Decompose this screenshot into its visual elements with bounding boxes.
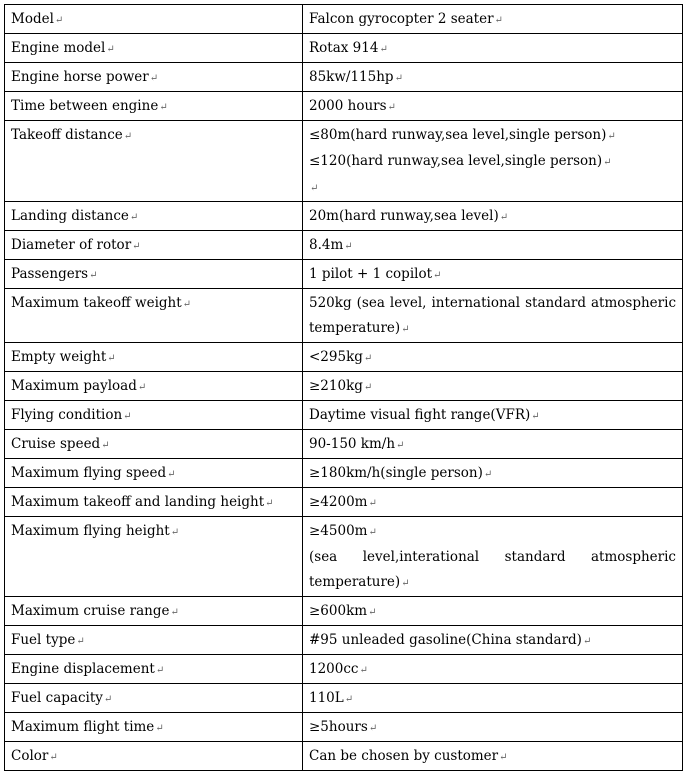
- spec-value: 8.4m: [309, 237, 344, 253]
- spec-label: Fuel type: [11, 632, 76, 648]
- spec-label: Fuel capacity: [11, 690, 103, 706]
- spec-value-cell: [303, 626, 683, 655]
- table-row: [5, 517, 683, 597]
- spec-value-cell: [303, 713, 683, 742]
- paragraph-mark-icon: ↵: [123, 411, 132, 422]
- paragraph-mark-icon: ↵: [49, 752, 58, 763]
- spec-value-cell: [303, 260, 683, 289]
- spec-label: Cruise speed: [11, 436, 101, 452]
- spec-label: Maximum takeoff weight: [11, 295, 182, 311]
- table-row: [5, 597, 683, 626]
- paragraph-mark-icon: ↵: [137, 382, 147, 393]
- table-row: [5, 202, 683, 231]
- spec-label-cell: [5, 742, 303, 771]
- table-row: [5, 488, 683, 517]
- spec-value: ≥5hours: [309, 719, 368, 735]
- spec-label-cell: [5, 597, 303, 626]
- spec-label-cell: [5, 459, 303, 488]
- spec-label-cell: [5, 121, 303, 202]
- spec-value-line: [309, 123, 676, 149]
- paragraph-mark-icon: ↵: [170, 607, 179, 618]
- paragraph-mark-icon: ↵: [433, 270, 442, 281]
- spec-value: 110L: [309, 690, 344, 706]
- spec-value: 85kw/115hp: [309, 69, 394, 85]
- spec-value-line: [309, 403, 676, 429]
- table-row: [5, 289, 683, 343]
- paragraph-mark-icon: ↵: [531, 411, 540, 422]
- spec-value-line: [309, 149, 676, 175]
- spec-value: 1200cc: [309, 661, 359, 677]
- paragraph-mark-icon: ↵: [155, 665, 165, 676]
- table-row: [5, 626, 683, 655]
- spec-table-body: [5, 5, 683, 771]
- spec-value-line: [309, 519, 676, 545]
- spec-value-cell: [303, 92, 683, 121]
- paragraph-mark-icon: ↵: [76, 636, 85, 647]
- spec-value-cell: [303, 34, 683, 63]
- spec-label-cell: [5, 430, 303, 459]
- spec-value-line: [309, 345, 676, 371]
- paragraph-mark-icon: ↵: [483, 469, 493, 480]
- spec-value: 2000 hours: [309, 98, 387, 114]
- spec-value: Rotax 914: [309, 40, 379, 56]
- paragraph-mark-icon: ↵: [494, 15, 503, 26]
- spec-value-cell: [303, 401, 683, 430]
- paragraph-mark-icon: ↵: [107, 353, 116, 364]
- spec-value: 20m(hard runway,sea level): [309, 208, 499, 224]
- paragraph-mark-icon: ↵: [170, 527, 180, 538]
- spec-value-cell: [303, 121, 683, 202]
- spec-label: Takeoff distance: [11, 127, 123, 143]
- spec-value-line: [309, 374, 676, 400]
- spec-label-cell: [5, 626, 303, 655]
- table-row: [5, 231, 683, 260]
- spec-value: ≥210kg: [309, 378, 363, 394]
- paragraph-mark-icon: ↵: [401, 578, 410, 589]
- spec-value-line: [309, 545, 676, 596]
- spec-value: ≥4200m: [309, 494, 368, 510]
- spec-value: Daytime visual fight range(VFR): [309, 407, 531, 423]
- spec-value: ≥180km/h(single person): [309, 465, 483, 481]
- table-row: [5, 713, 683, 742]
- spec-value: ≤120(hard runway,sea level,single person): [309, 153, 603, 169]
- paragraph-mark-icon: ↵: [310, 183, 319, 194]
- table-row: [5, 459, 683, 488]
- spec-value-line: [309, 36, 676, 62]
- spec-value: <295kg: [309, 349, 363, 365]
- spec-label-cell: [5, 231, 303, 260]
- spec-value: 90-150 km/h: [309, 436, 396, 452]
- paragraph-mark-icon: ↵: [265, 498, 274, 509]
- table-row: [5, 121, 683, 202]
- spec-label-cell: [5, 63, 303, 92]
- paragraph-mark-icon: ↵: [603, 157, 612, 168]
- paragraph-mark-icon: ↵: [129, 212, 139, 223]
- spec-value-line: [309, 461, 676, 487]
- spec-value: ≤80m(hard runway,sea level,single person): [309, 127, 607, 143]
- paragraph-mark-icon: ↵: [499, 212, 509, 223]
- spec-value-cell: [303, 63, 683, 92]
- spec-value-cell: [303, 289, 683, 343]
- paragraph-mark-icon: ↵: [344, 241, 353, 252]
- table-row: [5, 742, 683, 771]
- spec-label: Engine displacement: [11, 661, 155, 677]
- spec-value-cell: [303, 517, 683, 597]
- spec-value-cell: [303, 459, 683, 488]
- table-row: [5, 343, 683, 372]
- table-row: [5, 92, 683, 121]
- spec-label: Empty weight: [11, 349, 107, 365]
- table-row: [5, 34, 683, 63]
- spec-label: Color: [11, 748, 49, 764]
- paragraph-mark-icon: ↵: [363, 353, 373, 364]
- spec-label: Flying condition: [11, 407, 123, 423]
- paragraph-mark-icon: ↵: [149, 73, 159, 84]
- paragraph-mark-icon: ↵: [387, 102, 396, 113]
- spec-label-cell: [5, 202, 303, 231]
- paragraph-mark-icon: ↵: [159, 102, 168, 113]
- paragraph-mark-icon: ↵: [396, 440, 405, 451]
- spec-label-cell: [5, 343, 303, 372]
- paragraph-mark-icon: ↵: [89, 270, 98, 281]
- paragraph-mark-icon: ↵: [363, 382, 373, 393]
- spec-value-line: [309, 628, 676, 654]
- spec-label-cell: [5, 655, 303, 684]
- paragraph-mark-icon: ↵: [359, 665, 368, 676]
- paragraph-mark-icon: ↵: [132, 241, 141, 252]
- spec-value-line: [309, 175, 676, 201]
- spec-value-line: [309, 657, 676, 683]
- paragraph-mark-icon: ↵: [368, 607, 377, 618]
- spec-value: 520kg (sea level, international standard atmospheric temperature): [309, 295, 676, 336]
- spec-value: (sea level,interational standard atmospheric temperature): [309, 549, 676, 590]
- spec-value-line: [309, 204, 676, 230]
- spec-value-cell: [303, 372, 683, 401]
- spec-label: Engine model: [11, 40, 106, 56]
- table-row: [5, 260, 683, 289]
- table-row: [5, 372, 683, 401]
- spec-value-line: [309, 291, 676, 342]
- spec-label: Engine horse power: [11, 69, 149, 85]
- spec-value-line: [309, 7, 676, 33]
- spec-value-line: [309, 262, 676, 288]
- paragraph-mark-icon: ↵: [499, 752, 508, 763]
- spec-label: Maximum cruise range: [11, 603, 170, 619]
- spec-label: Landing distance: [11, 208, 129, 224]
- spec-label: Maximum flying speed: [11, 465, 167, 481]
- spec-value-line: [309, 599, 676, 625]
- spec-value-cell: [303, 742, 683, 771]
- spec-value: ≥4500m: [309, 523, 368, 539]
- spec-value-cell: [303, 684, 683, 713]
- spec-value-line: [309, 65, 676, 91]
- spec-value-cell: [303, 655, 683, 684]
- paragraph-mark-icon: ↵: [101, 440, 110, 451]
- spec-value-cell: [303, 343, 683, 372]
- spec-value-cell: [303, 488, 683, 517]
- spec-label: Diameter of rotor: [11, 237, 132, 253]
- spec-label-cell: [5, 92, 303, 121]
- paragraph-mark-icon: ↵: [155, 723, 164, 734]
- table-row: [5, 5, 683, 34]
- spec-value-line: [309, 233, 676, 259]
- spec-label: Maximum flight time: [11, 719, 155, 735]
- spec-value-cell: [303, 430, 683, 459]
- spec-label-cell: [5, 713, 303, 742]
- spec-value: ≥600km: [309, 603, 368, 619]
- spec-value-cell: [303, 231, 683, 260]
- spec-value-cell: [303, 202, 683, 231]
- spec-label-cell: [5, 372, 303, 401]
- spec-value-line: [309, 94, 676, 120]
- spec-label: Maximum flying height: [11, 523, 170, 539]
- spec-value-cell: [303, 5, 683, 34]
- spec-label: Model: [11, 11, 54, 27]
- spec-value-cell: [303, 597, 683, 626]
- paragraph-mark-icon: ↵: [103, 694, 113, 705]
- paragraph-mark-icon: ↵: [167, 469, 176, 480]
- spec-value-line: [309, 715, 676, 741]
- table-row: [5, 63, 683, 92]
- paragraph-mark-icon: ↵: [379, 44, 388, 55]
- spec-table: [4, 4, 683, 771]
- spec-value-line: [309, 490, 676, 516]
- table-row: [5, 684, 683, 713]
- spec-label-cell: [5, 684, 303, 713]
- paragraph-mark-icon: ↵: [582, 636, 592, 647]
- spec-label: Passengers: [11, 266, 89, 282]
- paragraph-mark-icon: ↵: [368, 498, 377, 509]
- paragraph-mark-icon: ↵: [344, 694, 354, 705]
- table-row: [5, 430, 683, 459]
- paragraph-mark-icon: ↵: [394, 73, 403, 84]
- spec-value-line: [309, 432, 676, 458]
- spec-label-cell: [5, 34, 303, 63]
- spec-label-cell: [5, 260, 303, 289]
- paragraph-mark-icon: ↵: [401, 324, 410, 335]
- paragraph-mark-icon: ↵: [607, 131, 616, 142]
- paragraph-mark-icon: ↵: [54, 15, 64, 26]
- paragraph-mark-icon: ↵: [182, 299, 192, 310]
- spec-value: 1 pilot + 1 copilot: [309, 266, 433, 282]
- spec-value: Can be chosen by customer: [309, 748, 499, 764]
- spec-label-cell: [5, 5, 303, 34]
- spec-label: Time between engine: [11, 98, 159, 114]
- table-row: [5, 401, 683, 430]
- spec-value: Falcon gyrocopter 2 seater: [309, 11, 494, 27]
- spec-label: Maximum takeoff and landing height: [11, 494, 265, 510]
- spec-label-cell: [5, 289, 303, 343]
- spec-value-line: [309, 744, 676, 770]
- spec-label-cell: [5, 488, 303, 517]
- spec-value-line: [309, 686, 676, 712]
- paragraph-mark-icon: ↵: [123, 131, 133, 142]
- paragraph-mark-icon: ↵: [368, 527, 377, 538]
- paragraph-mark-icon: ↵: [368, 723, 378, 734]
- spec-value: #95 unleaded gasoline(China standard): [309, 632, 582, 648]
- paragraph-mark-icon: ↵: [106, 44, 115, 55]
- table-row: [5, 655, 683, 684]
- spec-label-cell: [5, 517, 303, 597]
- spec-label-cell: [5, 401, 303, 430]
- spec-label: Maximum payload: [11, 378, 137, 394]
